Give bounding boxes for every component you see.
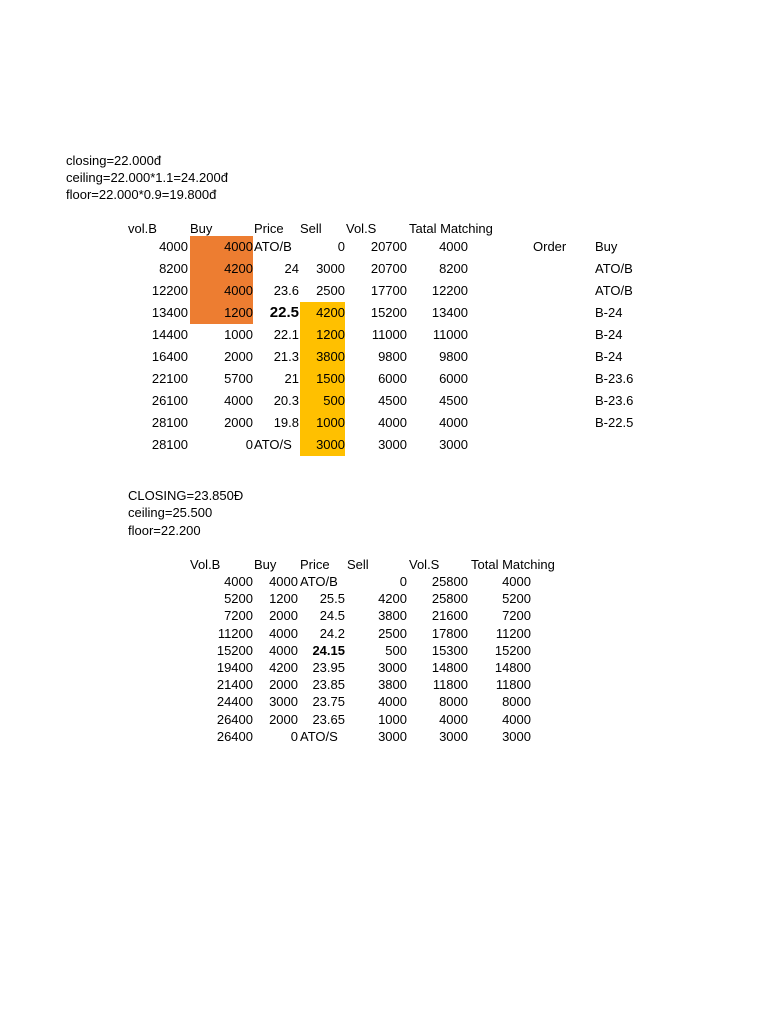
vol-s-cell: 25800	[431, 574, 468, 589]
floor-note: floor=22.000*0.9=19.800đ	[66, 187, 217, 202]
price-cell: 24	[284, 261, 299, 276]
buy-header: Buy	[190, 221, 213, 236]
vol-s-cell: 20700	[370, 239, 407, 254]
sell-cell: 3000	[300, 434, 345, 456]
ceiling-note-2: ceiling=25.500	[128, 505, 213, 520]
vol-s-cell: 3000	[439, 729, 468, 744]
vol-b-cell: 8200	[159, 261, 188, 276]
total-matching-cell: 4000	[439, 415, 468, 430]
total-matching-cell: 13400	[431, 305, 468, 320]
price-cell: ATO/B	[300, 574, 338, 589]
total-matching-cell: 15200	[494, 643, 531, 658]
vol-b-cell: 28100	[151, 415, 188, 430]
vol-s-cell: 20700	[370, 261, 407, 276]
closing-note: closing=22.000đ	[66, 153, 162, 168]
vol-b-header: vol.B	[128, 221, 157, 236]
vol-b-cell: 4000	[224, 574, 253, 589]
sell-header-2: Sell	[347, 557, 369, 572]
vol-s-cell: 6000	[378, 371, 407, 386]
price-cell: 24.15	[312, 643, 345, 658]
vol-b-cell: 19400	[216, 660, 253, 675]
price-cell: 19.8	[273, 415, 299, 430]
buy-cell: 0	[290, 729, 298, 744]
total-matching-cell: 11000	[432, 327, 468, 342]
vol-b-cell: 14400	[151, 327, 188, 342]
sell-cell: 3000	[316, 261, 345, 276]
total-matching-cell: 8000	[502, 694, 531, 709]
buy-cell: 4000	[190, 236, 253, 258]
vol-s-cell: 4500	[378, 393, 407, 408]
closing-note-2: CLOSING=23.850Đ	[128, 488, 244, 503]
vol-s-cell: 11800	[432, 677, 468, 692]
vol-b-cell: 7200	[224, 608, 253, 623]
sell-cell: 0	[337, 239, 345, 254]
vol-b-cell: 13400	[151, 305, 188, 320]
price-cell: 21	[284, 371, 299, 386]
buy-cell: 4200	[269, 660, 298, 675]
vol-b-cell: 26400	[216, 729, 253, 744]
sell-cell: 3800	[300, 346, 345, 368]
total-matching-cell: 6000	[439, 371, 468, 386]
buy-cell: 4000	[269, 626, 298, 641]
sell-cell: 1000	[300, 412, 345, 434]
sell-cell: 4200	[300, 302, 345, 324]
buy-cell: 4000	[190, 280, 253, 302]
sell-cell: 4000	[378, 694, 407, 709]
price-cell: ATO/B	[254, 239, 292, 254]
buy-cell: 1200	[190, 302, 253, 324]
price-cell: 24.2	[319, 626, 345, 641]
order-cell: ATO/B	[595, 261, 633, 276]
price-cell: ATO/S	[300, 729, 338, 744]
vol-b-cell: 22100	[151, 371, 188, 386]
buy-cell: 4000	[224, 393, 253, 408]
vol-s-header-2: Vol.S	[409, 557, 440, 572]
sell-cell: 3000	[378, 660, 407, 675]
buy-cell: 1000	[224, 327, 253, 342]
vol-s-cell: 11000	[371, 327, 407, 342]
vol-b-cell: 24400	[216, 694, 253, 709]
vol-b-header-2: Vol.B	[190, 557, 221, 572]
price-cell: 23.95	[312, 660, 345, 675]
vol-b-cell: 15200	[216, 643, 253, 658]
total-matching-cell: 7200	[502, 608, 531, 623]
sell-cell: 1200	[300, 324, 345, 346]
total-matching-cell: 4500	[439, 393, 468, 408]
total-matching-cell: 14800	[494, 660, 531, 675]
buy-cell: 2000	[224, 415, 253, 430]
price-cell: 22.1	[273, 327, 299, 342]
total-matching-cell: 12200	[431, 283, 468, 298]
sell-cell: 500	[300, 390, 345, 412]
buy-cell: 4000	[269, 574, 298, 589]
price-cell: 21.3	[273, 349, 299, 364]
price-header: Price	[254, 221, 284, 236]
total-matching-header-2: Total Matching	[471, 557, 555, 572]
price-cell: 23.75	[312, 694, 345, 709]
price-cell: 20.3	[273, 393, 299, 408]
price-cell: ATO/S	[254, 437, 292, 452]
total-matching-cell: 8200	[439, 261, 468, 276]
total-matching-cell: 3000	[439, 437, 468, 452]
sell-cell: 1000	[378, 712, 407, 727]
vol-b-cell: 4000	[159, 239, 188, 254]
price-cell: 24.5	[319, 608, 345, 623]
sell-cell: 4200	[378, 591, 407, 606]
vol-b-cell: 26400	[216, 712, 253, 727]
buy-cell: 5700	[224, 371, 253, 386]
ceiling-note: ceiling=22.000*1.1=24.200đ	[66, 170, 228, 185]
sell-cell: 0	[399, 574, 407, 589]
vol-s-cell: 3000	[378, 437, 407, 452]
vol-b-cell: 11200	[217, 626, 253, 641]
buy-cell: 0	[245, 437, 253, 452]
order-cell: B-24	[595, 327, 623, 342]
vol-b-cell: 12200	[151, 283, 188, 298]
vol-b-cell: 5200	[224, 591, 253, 606]
total-matching-cell: 11800	[495, 677, 531, 692]
total-matching-cell: 4000	[502, 712, 531, 727]
total-matching-cell: 3000	[502, 729, 531, 744]
vol-s-cell: 15200	[370, 305, 407, 320]
buy-cell: 3000	[269, 694, 298, 709]
total-matching-cell: 5200	[502, 591, 531, 606]
order-header: Order	[533, 239, 567, 254]
buy-cell: 2000	[224, 349, 253, 364]
vol-s-cell: 15300	[431, 643, 468, 658]
price-cell: 23.6	[273, 283, 299, 298]
vol-s-cell: 17800	[431, 626, 468, 641]
sell-cell: 2500	[316, 283, 345, 298]
vol-s-cell: 21600	[431, 608, 468, 623]
buy-cell: 1200	[269, 591, 298, 606]
vol-s-cell: 4000	[378, 415, 407, 430]
vol-b-cell: 26100	[151, 393, 188, 408]
price-cell: 25.5	[319, 591, 345, 606]
vol-s-cell: 8000	[439, 694, 468, 709]
vol-s-cell: 25800	[431, 591, 468, 606]
buy-cell: 4200	[190, 258, 253, 280]
vol-b-cell: 28100	[151, 437, 188, 452]
sell-cell: 1500	[300, 368, 345, 390]
buy-cell: 4000	[269, 643, 298, 658]
vol-s-cell: 4000	[439, 712, 468, 727]
vol-s-cell: 14800	[431, 660, 468, 675]
order-cell: B-23.6	[595, 371, 634, 386]
sell-cell: 500	[385, 643, 407, 658]
vol-b-cell: 16400	[151, 349, 188, 364]
sell-header: Sell	[300, 221, 322, 236]
total-matching-cell: 9800	[439, 349, 468, 364]
buy-cell: 2000	[269, 608, 298, 623]
sell-cell: 3800	[378, 677, 407, 692]
total-matching-cell: 4000	[502, 574, 531, 589]
buy-header-2: Buy	[254, 557, 277, 572]
vol-s-cell: 9800	[378, 349, 407, 364]
floor-note-2: floor=22.200	[128, 523, 201, 538]
buy-cell: 2000	[269, 677, 298, 692]
price-cell: 23.65	[312, 712, 345, 727]
vol-s-cell: 17700	[370, 283, 407, 298]
order-cell: B-24	[595, 349, 623, 364]
order-buy-header: Buy	[595, 239, 618, 254]
sell-cell: 2500	[378, 626, 407, 641]
buy-cell: 2000	[269, 712, 298, 727]
order-cell: B-22.5	[595, 415, 634, 430]
total-matching-cell: 11200	[495, 626, 531, 641]
order-cell: ATO/B	[595, 283, 633, 298]
price-header-2: Price	[300, 557, 330, 572]
sell-cell: 3000	[378, 729, 407, 744]
vol-b-cell: 21400	[216, 677, 253, 692]
total-matching-header: Tatal Matching	[409, 221, 493, 236]
order-cell: B-23.6	[595, 393, 634, 408]
price-cell: 22.5	[269, 304, 299, 321]
total-matching-cell: 4000	[439, 239, 468, 254]
vol-s-header: Vol.S	[346, 221, 377, 236]
order-cell: B-24	[595, 305, 623, 320]
price-cell: 23.85	[312, 677, 345, 692]
sell-cell: 3800	[378, 608, 407, 623]
